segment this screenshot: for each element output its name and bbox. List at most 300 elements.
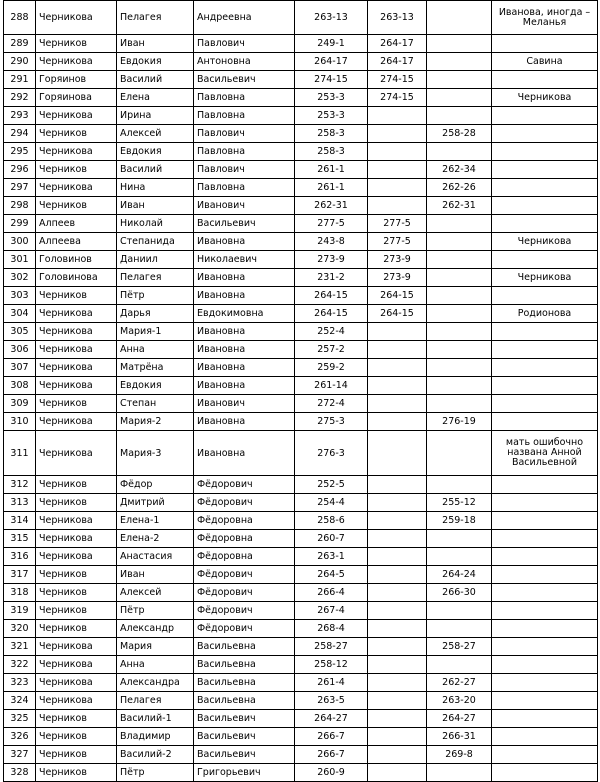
row-number: 300 [4, 233, 36, 251]
marriage-ref-cell [368, 548, 427, 566]
patronymic-cell: Фёдорович [194, 566, 295, 584]
marriage-ref-cell [368, 584, 427, 602]
marriage-ref-cell: 264-15 [368, 305, 427, 323]
death-ref-cell [427, 656, 492, 674]
record-ref-cell: 252-4 [295, 323, 368, 341]
surname-cell: Черникова [36, 530, 117, 548]
surname-cell: Черникова [36, 53, 117, 71]
patronymic-cell: Фёдорович [194, 584, 295, 602]
surname-cell: Черников [36, 710, 117, 728]
table-row [4, 476, 598, 494]
note-cell [492, 746, 598, 764]
table-row [4, 287, 598, 305]
death-ref-cell [427, 71, 492, 89]
note-cell [492, 584, 598, 602]
surname-cell: Алпеева [36, 233, 117, 251]
patronymic-cell: Павлович [194, 161, 295, 179]
table-row [4, 413, 598, 431]
death-ref-cell: 255-12 [427, 494, 492, 512]
patronymic-cell: Ивановна [194, 269, 295, 287]
table-row [4, 89, 598, 107]
marriage-ref-cell [368, 566, 427, 584]
note-cell [492, 359, 598, 377]
genealogy-table [3, 0, 598, 782]
patronymic-cell: Фёдорович [194, 620, 295, 638]
patronymic-cell: Фёдоровна [194, 548, 295, 566]
death-ref-cell: 262-27 [427, 674, 492, 692]
marriage-ref-cell [368, 125, 427, 143]
surname-cell: Черникова [36, 179, 117, 197]
patronymic-cell: Ивановна [194, 323, 295, 341]
row-number: 318 [4, 584, 36, 602]
note-cell [492, 323, 598, 341]
given-name-cell: Елена-2 [117, 530, 194, 548]
row-number: 315 [4, 530, 36, 548]
record-ref-cell: 258-6 [295, 512, 368, 530]
row-number: 317 [4, 566, 36, 584]
note-cell [492, 125, 598, 143]
given-name-cell: Матрёна [117, 359, 194, 377]
surname-cell: Черникова [36, 413, 117, 431]
death-ref-cell [427, 620, 492, 638]
table-row [4, 638, 598, 656]
record-ref-cell: 276-3 [295, 431, 368, 476]
death-ref-cell [427, 53, 492, 71]
note-cell [492, 692, 598, 710]
death-ref-cell [427, 251, 492, 269]
patronymic-cell: Фёдорович [194, 476, 295, 494]
surname-cell: Черникова [36, 359, 117, 377]
surname-cell: Черников [36, 620, 117, 638]
row-number: 302 [4, 269, 36, 287]
given-name-cell: Даниил [117, 251, 194, 269]
marriage-ref-cell: 277-5 [368, 233, 427, 251]
given-name-cell: Елена [117, 89, 194, 107]
row-number: 298 [4, 197, 36, 215]
death-ref-cell [427, 35, 492, 53]
surname-cell: Алпеев [36, 215, 117, 233]
surname-cell: Головинова [36, 269, 117, 287]
patronymic-cell: Ивановна [194, 359, 295, 377]
death-ref-cell: 262-26 [427, 179, 492, 197]
patronymic-cell: Иванович [194, 197, 295, 215]
row-number: 325 [4, 710, 36, 728]
surname-cell: Черников [36, 125, 117, 143]
marriage-ref-cell [368, 323, 427, 341]
marriage-ref-cell [368, 638, 427, 656]
row-number: 327 [4, 746, 36, 764]
surname-cell: Головинов [36, 251, 117, 269]
death-ref-cell [427, 476, 492, 494]
note-cell: Черникова [492, 233, 598, 251]
marriage-ref-cell [368, 107, 427, 125]
patronymic-cell: Андреевна [194, 1, 295, 35]
table-row [4, 71, 598, 89]
record-ref-cell: 253-3 [295, 89, 368, 107]
given-name-cell: Анастасия [117, 548, 194, 566]
record-ref-cell: 261-1 [295, 179, 368, 197]
marriage-ref-cell [368, 413, 427, 431]
record-ref-cell: 254-4 [295, 494, 368, 512]
note-cell [492, 602, 598, 620]
note-cell: Иванова, иногда – Меланья [492, 1, 598, 35]
given-name-cell: Анна [117, 656, 194, 674]
given-name-cell: Мария [117, 638, 194, 656]
record-ref-cell: 272-4 [295, 395, 368, 413]
given-name-cell: Мария-1 [117, 323, 194, 341]
table-row [4, 143, 598, 161]
death-ref-cell [427, 530, 492, 548]
record-ref-cell: 264-27 [295, 710, 368, 728]
surname-cell: Черникова [36, 638, 117, 656]
document-page [3, 0, 598, 782]
patronymic-cell: Ивановна [194, 431, 295, 476]
note-cell: Родионова [492, 305, 598, 323]
surname-cell: Черников [36, 746, 117, 764]
row-number: 324 [4, 692, 36, 710]
record-ref-cell: 264-15 [295, 305, 368, 323]
table-row [4, 359, 598, 377]
note-cell: Савина [492, 53, 598, 71]
patronymic-cell: Фёдоровна [194, 530, 295, 548]
patronymic-cell: Фёдорович [194, 602, 295, 620]
record-ref-cell: 264-15 [295, 287, 368, 305]
record-ref-cell: 267-4 [295, 602, 368, 620]
note-cell [492, 215, 598, 233]
surname-cell: Черникова [36, 692, 117, 710]
patronymic-cell: Иванович [194, 395, 295, 413]
note-cell [492, 476, 598, 494]
note-cell [492, 620, 598, 638]
patronymic-cell: Васильевич [194, 746, 295, 764]
note-cell [492, 179, 598, 197]
surname-cell: Черникова [36, 323, 117, 341]
marriage-ref-cell: 263-13 [368, 1, 427, 35]
marriage-ref-cell [368, 620, 427, 638]
table-row [4, 512, 598, 530]
table-row [4, 323, 598, 341]
patronymic-cell: Павловна [194, 143, 295, 161]
given-name-cell: Евдокия [117, 377, 194, 395]
marriage-ref-cell [368, 494, 427, 512]
patronymic-cell: Васильевна [194, 656, 295, 674]
table-row [4, 35, 598, 53]
record-ref-cell: 274-15 [295, 71, 368, 89]
patronymic-cell: Васильевич [194, 215, 295, 233]
row-number: 295 [4, 143, 36, 161]
surname-cell: Горяинов [36, 71, 117, 89]
marriage-ref-cell [368, 728, 427, 746]
note-cell [492, 287, 598, 305]
patronymic-cell: Васильевна [194, 674, 295, 692]
given-name-cell: Ирина [117, 107, 194, 125]
marriage-ref-cell [368, 395, 427, 413]
note-cell [492, 530, 598, 548]
table-row [4, 620, 598, 638]
marriage-ref-cell: 274-15 [368, 89, 427, 107]
surname-cell: Черникова [36, 1, 117, 35]
row-number: 316 [4, 548, 36, 566]
given-name-cell: Дарья [117, 305, 194, 323]
surname-cell: Черникова [36, 656, 117, 674]
note-cell [492, 341, 598, 359]
marriage-ref-cell [368, 197, 427, 215]
row-number: 306 [4, 341, 36, 359]
surname-cell: Черникова [36, 431, 117, 476]
patronymic-cell: Павловна [194, 179, 295, 197]
row-number: 322 [4, 656, 36, 674]
record-ref-cell: 253-3 [295, 107, 368, 125]
marriage-ref-cell [368, 764, 427, 782]
given-name-cell: Дмитрий [117, 494, 194, 512]
death-ref-cell [427, 341, 492, 359]
table-row [4, 530, 598, 548]
surname-cell: Черников [36, 476, 117, 494]
table-row [4, 710, 598, 728]
death-ref-cell: 263-20 [427, 692, 492, 710]
given-name-cell: Нина [117, 179, 194, 197]
patronymic-cell: Фёдорович [194, 494, 295, 512]
record-ref-cell: 259-2 [295, 359, 368, 377]
table-row [4, 251, 598, 269]
patronymic-cell: Ивановна [194, 413, 295, 431]
note-cell [492, 656, 598, 674]
table-row [4, 692, 598, 710]
surname-cell: Черников [36, 494, 117, 512]
row-number: 299 [4, 215, 36, 233]
death-ref-cell: 264-24 [427, 566, 492, 584]
table-row [4, 305, 598, 323]
table-row [4, 341, 598, 359]
table-row [4, 584, 598, 602]
table-row [4, 179, 598, 197]
record-ref-cell: 263-1 [295, 548, 368, 566]
note-cell [492, 548, 598, 566]
record-ref-cell: 231-2 [295, 269, 368, 287]
surname-cell: Черникова [36, 305, 117, 323]
marriage-ref-cell [368, 710, 427, 728]
note-cell [492, 107, 598, 125]
row-number: 321 [4, 638, 36, 656]
record-ref-cell: 275-3 [295, 413, 368, 431]
patronymic-cell: Ивановна [194, 287, 295, 305]
record-ref-cell: 257-2 [295, 341, 368, 359]
row-number: 314 [4, 512, 36, 530]
row-number: 310 [4, 413, 36, 431]
note-cell [492, 377, 598, 395]
patronymic-cell: Васильевич [194, 71, 295, 89]
death-ref-cell: 266-31 [427, 728, 492, 746]
patronymic-cell: Павловна [194, 107, 295, 125]
marriage-ref-cell [368, 674, 427, 692]
given-name-cell: Василий-2 [117, 746, 194, 764]
record-ref-cell: 260-9 [295, 764, 368, 782]
row-number: 297 [4, 179, 36, 197]
given-name-cell: Александра [117, 674, 194, 692]
note-cell [492, 197, 598, 215]
note-cell [492, 413, 598, 431]
record-ref-cell: 261-4 [295, 674, 368, 692]
given-name-cell: Пелагея [117, 1, 194, 35]
given-name-cell: Степан [117, 395, 194, 413]
given-name-cell: Степанида [117, 233, 194, 251]
death-ref-cell [427, 602, 492, 620]
marriage-ref-cell [368, 359, 427, 377]
death-ref-cell [427, 395, 492, 413]
row-number: 301 [4, 251, 36, 269]
note-cell [492, 395, 598, 413]
record-ref-cell: 266-7 [295, 746, 368, 764]
record-ref-cell: 258-27 [295, 638, 368, 656]
marriage-ref-cell [368, 656, 427, 674]
patronymic-cell: Ивановна [194, 341, 295, 359]
surname-cell: Черникова [36, 674, 117, 692]
death-ref-cell [427, 269, 492, 287]
record-ref-cell: 261-1 [295, 161, 368, 179]
marriage-ref-cell [368, 476, 427, 494]
record-ref-cell: 266-4 [295, 584, 368, 602]
given-name-cell: Пётр [117, 287, 194, 305]
row-number: 319 [4, 602, 36, 620]
record-ref-cell: 266-7 [295, 728, 368, 746]
note-cell [492, 710, 598, 728]
table-row [4, 728, 598, 746]
record-ref-cell: 261-14 [295, 377, 368, 395]
row-number: 312 [4, 476, 36, 494]
marriage-ref-cell [368, 746, 427, 764]
marriage-ref-cell [368, 692, 427, 710]
table-row [4, 1, 598, 35]
table-row [4, 494, 598, 512]
marriage-ref-cell [368, 602, 427, 620]
given-name-cell: Елена-1 [117, 512, 194, 530]
surname-cell: Черникова [36, 512, 117, 530]
given-name-cell: Иван [117, 35, 194, 53]
patronymic-cell: Ивановна [194, 377, 295, 395]
table-row [4, 233, 598, 251]
surname-cell: Черников [36, 602, 117, 620]
note-cell [492, 143, 598, 161]
table-row [4, 107, 598, 125]
row-number: 326 [4, 728, 36, 746]
death-ref-cell: 266-30 [427, 584, 492, 602]
table-row [4, 125, 598, 143]
given-name-cell: Николай [117, 215, 194, 233]
surname-cell: Черников [36, 35, 117, 53]
surname-cell: Черников [36, 584, 117, 602]
patronymic-cell: Васильевна [194, 638, 295, 656]
patronymic-cell: Васильевна [194, 692, 295, 710]
note-cell [492, 764, 598, 782]
record-ref-cell: 264-5 [295, 566, 368, 584]
note-cell: Черникова [492, 89, 598, 107]
table-row [4, 764, 598, 782]
note-cell [492, 728, 598, 746]
patronymic-cell: Павлович [194, 35, 295, 53]
record-ref-cell: 243-8 [295, 233, 368, 251]
table-row [4, 746, 598, 764]
record-ref-cell: 268-4 [295, 620, 368, 638]
death-ref-cell [427, 305, 492, 323]
table-row [4, 161, 598, 179]
record-ref-cell: 252-5 [295, 476, 368, 494]
death-ref-cell [427, 431, 492, 476]
table-row [4, 395, 598, 413]
record-ref-cell: 258-3 [295, 143, 368, 161]
record-ref-cell: 249-1 [295, 35, 368, 53]
table-row [4, 269, 598, 287]
given-name-cell: Пелагея [117, 269, 194, 287]
patronymic-cell: Николаевич [194, 251, 295, 269]
surname-cell: Черников [36, 728, 117, 746]
patronymic-cell: Евдокимовна [194, 305, 295, 323]
marriage-ref-cell: 273-9 [368, 269, 427, 287]
given-name-cell: Евдокия [117, 53, 194, 71]
death-ref-cell [427, 215, 492, 233]
death-ref-cell: 276-19 [427, 413, 492, 431]
row-number: 313 [4, 494, 36, 512]
note-cell [492, 251, 598, 269]
patronymic-cell: Павловна [194, 89, 295, 107]
given-name-cell: Фёдор [117, 476, 194, 494]
surname-cell: Черников [36, 566, 117, 584]
given-name-cell: Василий [117, 161, 194, 179]
row-number: 290 [4, 53, 36, 71]
marriage-ref-cell: 264-17 [368, 53, 427, 71]
patronymic-cell: Васильевич [194, 728, 295, 746]
record-ref-cell: 264-17 [295, 53, 368, 71]
marriage-ref-cell [368, 143, 427, 161]
marriage-ref-cell [368, 377, 427, 395]
surname-cell: Черникова [36, 341, 117, 359]
note-cell [492, 512, 598, 530]
given-name-cell: Пётр [117, 764, 194, 782]
note-cell [492, 674, 598, 692]
row-number: 311 [4, 431, 36, 476]
surname-cell: Черников [36, 197, 117, 215]
surname-cell: Черников [36, 395, 117, 413]
table-row [4, 53, 598, 71]
row-number: 303 [4, 287, 36, 305]
given-name-cell: Василий-1 [117, 710, 194, 728]
record-ref-cell: 258-12 [295, 656, 368, 674]
record-ref-cell: 277-5 [295, 215, 368, 233]
death-ref-cell [427, 143, 492, 161]
surname-cell: Черников [36, 161, 117, 179]
marriage-ref-cell [368, 512, 427, 530]
given-name-cell: Анна [117, 341, 194, 359]
marriage-ref-cell: 274-15 [368, 71, 427, 89]
table-row [4, 656, 598, 674]
patronymic-cell: Павлович [194, 125, 295, 143]
given-name-cell: Алексей [117, 584, 194, 602]
note-cell [492, 638, 598, 656]
surname-cell: Черников [36, 764, 117, 782]
given-name-cell: Владимир [117, 728, 194, 746]
marriage-ref-cell: 264-17 [368, 35, 427, 53]
record-ref-cell: 273-9 [295, 251, 368, 269]
table-row [4, 215, 598, 233]
death-ref-cell: 262-34 [427, 161, 492, 179]
row-number: 288 [4, 1, 36, 35]
row-number: 289 [4, 35, 36, 53]
row-number: 304 [4, 305, 36, 323]
marriage-ref-cell: 273-9 [368, 251, 427, 269]
surname-cell: Черникова [36, 377, 117, 395]
given-name-cell: Александр [117, 620, 194, 638]
row-number: 323 [4, 674, 36, 692]
surname-cell: Горяинова [36, 89, 117, 107]
